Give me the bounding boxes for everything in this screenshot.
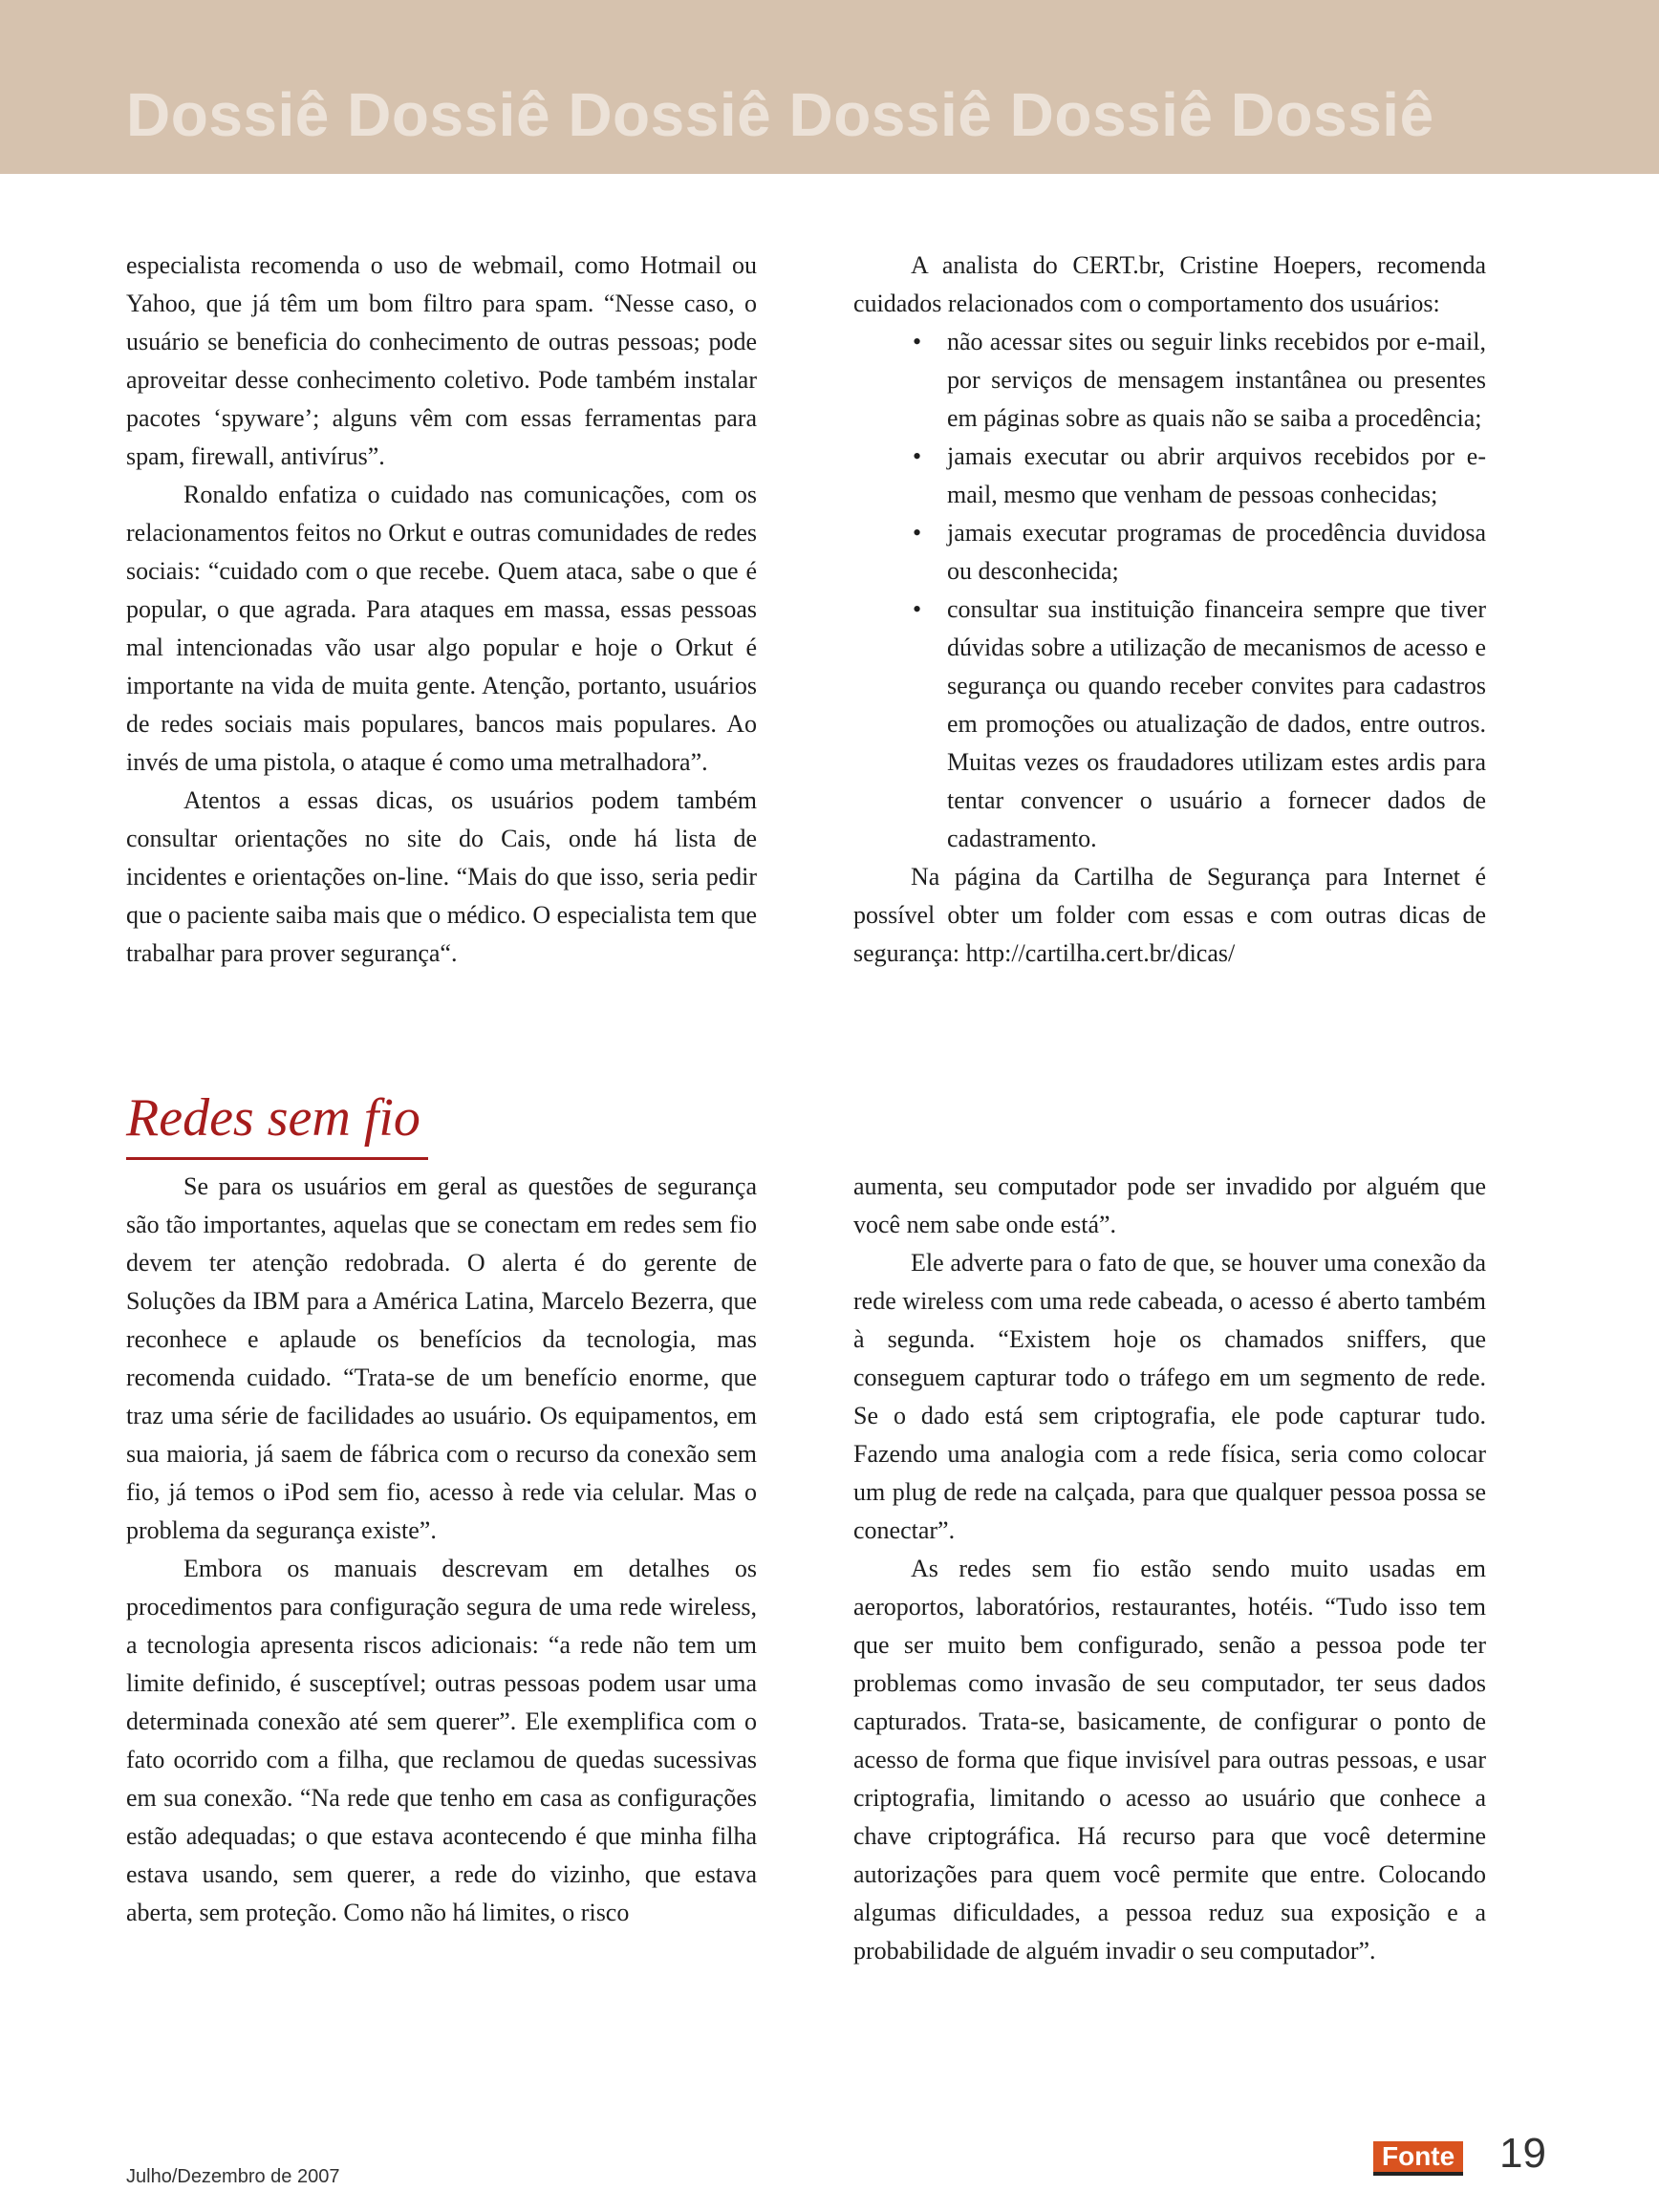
paragraph: Embora os manuais descrevam em detalhes os procedimentos para configuração segura de uma rede wireless, a tecnologia apresenta riscos adicionais: “a rede não tem um limite definido, é susceptível; outras pessoas podem usar uma determinada conexão até sem querer”. Ele exemplifica com o fato ocorrido com a filha, que reclamou de quedas sucessivas em sua conexão. “Na rede que tenho em casa as configurações estão adequadas; o que estava acontecendo é que minha filha estava usando, sem querer, a rede do vizinho, que estava aberta, sem proteção. Como não há limites, o risco <box>126 1555 757 1926</box>
issue-date: Julho/Dezembro de 2007 <box>126 2166 340 2187</box>
paragraph: Ele adverte para o fato de que, se houver uma conexão da rede wireless com uma rede cabeada, o acesso é aberto também à segunda. “Existem hoje os chamados sniffers, que conseguem capturar todo o tráfego em um segmento de rede. Se o dado está sem criptografia, ele pode capturar tudo. Fazendo uma analogia com a rede física, seria como colocar um plug de rede na calçada, para que qualquer pessoa possa se conectar”. <box>853 1249 1486 1544</box>
section-title: Redes sem fio <box>126 1088 420 1148</box>
top-left-column <box>126 247 757 973</box>
paragraph: especialista recomenda o uso de webmail, como Hotmail ou Yahoo, que já têm um bom filtro para spam. “Nesse caso, o usuário se beneficia do conhecimento de outras pessoas; pode aproveitar desse conhecimento coletivo. Pode também instalar pacotes ‘spyware’; alguns vêm com essas ferramentas para spam, firewall, antivírus”. <box>126 251 757 470</box>
paragraph: Se para os usuários em geral as questões de segurança são tão importantes, aquelas que se conectam em redes sem fio devem ter atenção redobrada. O alerta é do gerente de Soluções da IBM para a América Latina, Marcelo Bezerra, que reconhece e aplaude os benefícios da tecnologia, mas recomenda cuidado. “Trata-se de um benefício enorme, que traz uma série de facilidades ao usuário. Os equipamentos, em sua maioria, já saem de fábrica com o recurso da conexão sem fio, já temos o iPod sem fio, acesso à rede via celular. Mas o problema da segurança existe”. <box>126 1172 757 1544</box>
bullet-icon: • <box>913 442 922 470</box>
bottom-left-column <box>126 1168 757 1932</box>
paragraph: Ronaldo enfatiza o cuidado nas comunicações, com os relacionamentos feitos no Orkut e outras comunidades de redes sociais: “cuidado com o que recebe. Quem ataca, sabe o que é popular, o que agrada. Para ataques em massa, essas pessoas mal intencionadas vão usar algo popular e hoje o Orkut é importante na vida de muita gente. Atenção, portanto, usuários de redes sociais mais populares, bancos mais populares. Ao invés de uma pistola, o ataque é como uma metralhadora”. <box>126 481 757 776</box>
paragraph: Na página da Cartilha de Segurança para Internet é possível obter um folder com essas e com outras dicas de segurança: http://cartilha.cert.br/dicas/ <box>853 863 1486 967</box>
header-title: Dossiê Dossiê Dossiê Dossiê Dossiê Dossiê <box>126 80 1434 149</box>
magazine-logo: Fonte <box>1373 2141 1463 2176</box>
list-item <box>853 591 1486 858</box>
top-right-column <box>853 247 1486 973</box>
list-item-text: jamais executar ou abrir arquivos recebidos por e-mail, mesmo que venham de pessoas conhecidas; <box>947 442 1486 508</box>
bullet-icon: • <box>913 328 922 355</box>
list-item-text: não acessar sites ou seguir links recebidos por e-mail, por serviços de mensagem instantânea ou presentes em páginas sobre as quais não se saiba a procedência; <box>947 328 1486 432</box>
list-item <box>853 323 1486 438</box>
section-title-underline <box>126 1157 428 1160</box>
list-item-text: consultar sua instituição financeira sempre que tiver dúvidas sobre a utilização de mecanismos de acesso e segurança ou quando receber convites para cadastros em promoções ou atualização de dados, entre outros. Muitas vezes os fraudadores utilizam estes ardis para tentar convencer o usuário a fornecer dados de cadastramento. <box>947 595 1486 852</box>
list-item-text: jamais executar programas de procedência duvidosa ou desconhecida; <box>947 519 1486 585</box>
list-item <box>853 514 1486 591</box>
bullet-icon: • <box>913 519 922 547</box>
header-band <box>0 0 1659 174</box>
paragraph: aumenta, seu computador pode ser invadido por alguém que você nem sabe onde está”. <box>853 1172 1486 1238</box>
bullet-icon: • <box>913 595 922 623</box>
recommendation-list <box>853 323 1486 858</box>
page-number: 19 <box>1499 2130 1546 2177</box>
paragraph: Atentos a essas dicas, os usuários podem também consultar orientações no site do Cais, onde há lista de incidentes e orientações on-line. “Mais do que isso, seria pedir que o paciente saiba mais que o médico. O especialista tem que trabalhar para prover segurança“. <box>126 786 757 967</box>
bottom-right-column <box>853 1168 1486 1970</box>
paragraph: As redes sem fio estão sendo muito usadas em aeroportos, laboratórios, restaurantes, hotéis. “Tudo isso tem que ser muito bem configurado, senão a pessoa pode ter problemas como invasão de seu computador, ter seus dados capturados. Trata-se, basicamente, de configurar o ponto de acesso de forma que fique invisível para outras pessoas, e usar criptografia, limitando o acesso ao usuário que conhece a chave criptográfica. Há recurso para que você determine autorizações para quem você permite que entre. Colocando algumas dificuldades, a pessoa reduz sua exposição e a probabilidade de alguém invadir o seu computador”. <box>853 1555 1486 1965</box>
list-item <box>853 438 1486 514</box>
paragraph: A analista do CERT.br, Cristine Hoepers, recomenda cuidados relacionados com o comportamento dos usuários: <box>853 251 1486 317</box>
